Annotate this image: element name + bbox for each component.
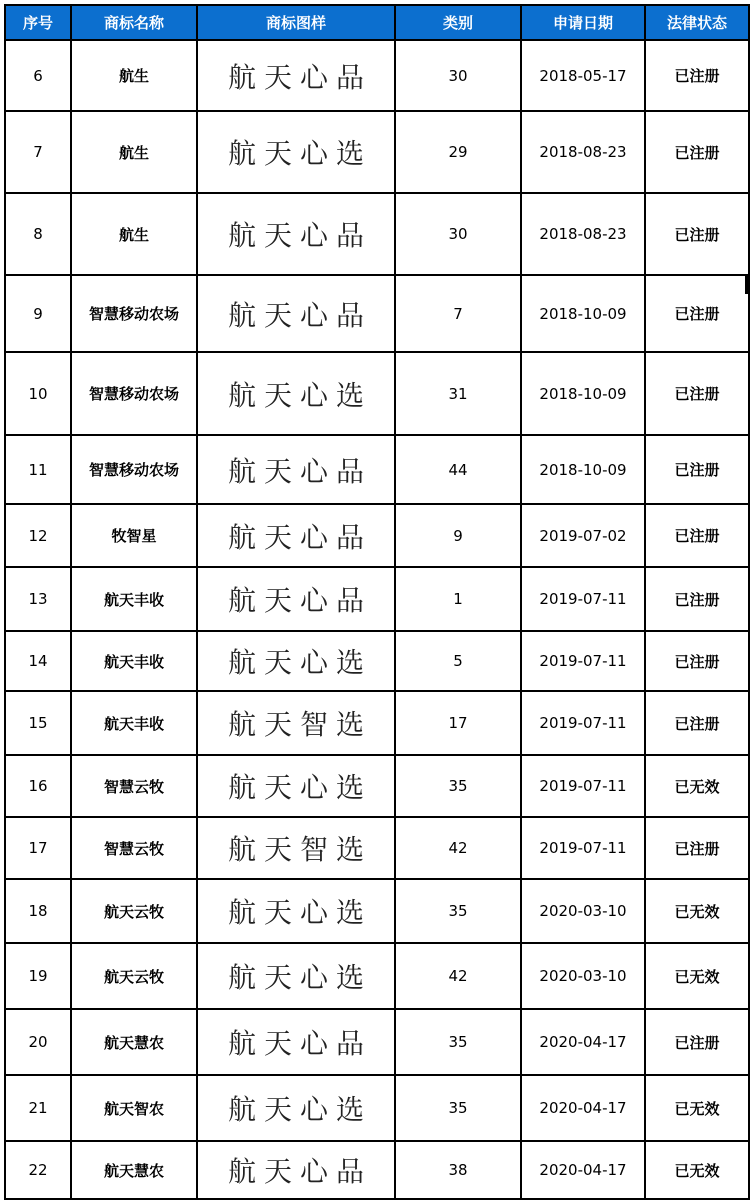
cell-legal-status: 已注册: [645, 111, 749, 193]
cell-class: 7: [395, 275, 521, 352]
cell-trademark-image: [197, 193, 395, 275]
cell-class: 38: [395, 1141, 521, 1199]
cell-class: 35: [395, 1009, 521, 1075]
table-row: [5, 40, 749, 111]
cell-serial-number: 9: [5, 275, 71, 352]
cell-trademark-image: [197, 275, 395, 352]
cell-trademark-image: [197, 40, 395, 111]
trademark-image-text: 航天心品: [227, 584, 372, 617]
cell-application-date: 2018-10-09: [521, 435, 645, 504]
table-row: [5, 352, 749, 435]
cell-trademark-name: 航天慧农: [71, 1009, 197, 1075]
cell-class: 35: [395, 1075, 521, 1141]
trademark-image-text: 航天心品: [227, 454, 372, 488]
cell-application-date: 2019-07-11: [521, 755, 645, 817]
cell-class: 29: [395, 111, 521, 193]
cell-serial-number: 10: [5, 352, 71, 435]
trademark-image-text: 航天心品: [227, 520, 372, 554]
cell-class: 17: [395, 691, 521, 755]
trademark-image-text: 航天心选: [227, 646, 372, 679]
trademark-image-text: 航天心选: [227, 137, 372, 170]
trademark-image-text: 航天心选: [227, 378, 372, 412]
cell-trademark-name: 智慧移动农场: [71, 275, 197, 352]
cell-legal-status: 已无效: [645, 943, 749, 1009]
cell-serial-number: 22: [5, 1141, 71, 1199]
cell-class: 1: [395, 567, 521, 631]
cell-serial-number: 7: [5, 111, 71, 193]
cell-trademark-image: [197, 1009, 395, 1075]
cell-legal-status: 已注册: [645, 275, 749, 352]
table-row: [5, 879, 749, 943]
cell-serial-number: 13: [5, 567, 71, 631]
cell-serial-number: 11: [5, 435, 71, 504]
cell-application-date: 2020-03-10: [521, 879, 645, 943]
header-trademark-name: 商标名称: [71, 5, 197, 40]
cell-trademark-image: [197, 943, 395, 1009]
cell-serial-number: 14: [5, 631, 71, 691]
trademark-image-text: 航天心选: [227, 771, 372, 804]
table-row: [5, 193, 749, 275]
cell-trademark-image: [197, 631, 395, 691]
text-cursor-mark: [745, 274, 748, 294]
cell-trademark-name: 航天慧农: [71, 1141, 197, 1199]
header-trademark-image: 商标图样: [197, 5, 395, 40]
trademark-table: [4, 4, 750, 1200]
cell-trademark-name: 航天丰收: [71, 691, 197, 755]
cell-legal-status: 已注册: [645, 1009, 749, 1075]
cell-application-date: 2019-07-11: [521, 691, 645, 755]
cell-class: 42: [395, 943, 521, 1009]
cell-class: 35: [395, 755, 521, 817]
cell-serial-number: 20: [5, 1009, 71, 1075]
cell-trademark-image: [197, 435, 395, 504]
table-row: [5, 755, 749, 817]
table-row: [5, 435, 749, 504]
cell-trademark-image: [197, 1141, 395, 1199]
cell-legal-status: 已无效: [645, 755, 749, 817]
header-serial-number: 序号: [5, 5, 71, 40]
trademark-image-text: 航天心品: [227, 1155, 372, 1188]
cell-class: 30: [395, 193, 521, 275]
table-row: [5, 943, 749, 1009]
cell-trademark-name: 智慧云牧: [71, 755, 197, 817]
cell-application-date: 2019-07-11: [521, 817, 645, 879]
cell-trademark-image: [197, 691, 395, 755]
cell-trademark-name: 航天云牧: [71, 943, 197, 1009]
cell-application-date: 2018-10-09: [521, 352, 645, 435]
cell-application-date: 2020-04-17: [521, 1075, 645, 1141]
cell-application-date: 2020-04-17: [521, 1141, 645, 1199]
cell-application-date: 2018-05-17: [521, 40, 645, 111]
cell-trademark-name: 航生: [71, 111, 197, 193]
cell-serial-number: 16: [5, 755, 71, 817]
cell-trademark-name: 航天丰收: [71, 631, 197, 691]
cell-legal-status: 已注册: [645, 40, 749, 111]
cell-application-date: 2019-07-02: [521, 504, 645, 567]
trademark-image-text: 航天心品: [227, 1027, 372, 1060]
cell-serial-number: 15: [5, 691, 71, 755]
trademark-image-text: 航天智选: [227, 708, 372, 741]
cell-trademark-name: 航天智农: [71, 1075, 197, 1141]
cell-legal-status: 已无效: [645, 1141, 749, 1199]
cell-application-date: 2020-04-17: [521, 1009, 645, 1075]
cell-application-date: 2019-07-11: [521, 631, 645, 691]
table-row: [5, 275, 749, 352]
cell-trademark-name: 智慧云牧: [71, 817, 197, 879]
cell-legal-status: 已注册: [645, 567, 749, 631]
cell-application-date: 2020-03-10: [521, 943, 645, 1009]
table-row: [5, 817, 749, 879]
trademark-image-text: 航天心品: [227, 298, 372, 332]
trademark-image-text: 航天心品: [227, 60, 372, 94]
cell-trademark-image: [197, 817, 395, 879]
trademark-table-container: [4, 4, 748, 1200]
table-header-row: [5, 5, 749, 40]
cell-serial-number: 21: [5, 1075, 71, 1141]
cell-class: 35: [395, 879, 521, 943]
table-row: [5, 504, 749, 567]
cell-class: 5: [395, 631, 521, 691]
cell-legal-status: 已注册: [645, 691, 749, 755]
cell-legal-status: 已注册: [645, 193, 749, 275]
cell-trademark-name: 智慧移动农场: [71, 352, 197, 435]
cell-application-date: 2018-08-23: [521, 193, 645, 275]
cell-trademark-name: 航天丰收: [71, 567, 197, 631]
cell-legal-status: 已无效: [645, 879, 749, 943]
trademark-image-text: 航天智选: [227, 833, 372, 866]
header-application-date: 申请日期: [521, 5, 645, 40]
cell-trademark-image: [197, 352, 395, 435]
trademark-image-text: 航天心选: [227, 896, 372, 929]
cell-class: 44: [395, 435, 521, 504]
cell-trademark-name: 航生: [71, 40, 197, 111]
cell-legal-status: 已注册: [645, 435, 749, 504]
cell-trademark-image: [197, 111, 395, 193]
cell-serial-number: 18: [5, 879, 71, 943]
header-class: 类别: [395, 5, 521, 40]
cell-application-date: 2018-08-23: [521, 111, 645, 193]
cell-trademark-name: 航生: [71, 193, 197, 275]
cell-trademark-image: [197, 879, 395, 943]
cell-class: 9: [395, 504, 521, 567]
cell-class: 42: [395, 817, 521, 879]
table-row: [5, 567, 749, 631]
table-row: [5, 631, 749, 691]
cell-legal-status: 已注册: [645, 352, 749, 435]
cell-legal-status: 已注册: [645, 631, 749, 691]
trademark-image-text: 航天心品: [227, 219, 372, 252]
trademark-image-text: 航天心选: [227, 961, 372, 994]
header-legal-status: 法律状态: [645, 5, 749, 40]
cell-class: 30: [395, 40, 521, 111]
cell-trademark-name: 航天云牧: [71, 879, 197, 943]
trademark-image-text: 航天心选: [227, 1093, 372, 1126]
cell-serial-number: 12: [5, 504, 71, 567]
table-row: [5, 1141, 749, 1199]
cell-legal-status: 已无效: [645, 1075, 749, 1141]
cell-trademark-image: [197, 567, 395, 631]
cell-class: 31: [395, 352, 521, 435]
cell-trademark-image: [197, 755, 395, 817]
cell-serial-number: 17: [5, 817, 71, 879]
table-row: [5, 691, 749, 755]
cell-trademark-name: 智慧移动农场: [71, 435, 197, 504]
cell-trademark-image: [197, 1075, 395, 1141]
cell-serial-number: 19: [5, 943, 71, 1009]
cell-application-date: 2018-10-09: [521, 275, 645, 352]
cell-trademark-image: [197, 504, 395, 567]
table-row: [5, 1009, 749, 1075]
cell-legal-status: 已注册: [645, 504, 749, 567]
cell-serial-number: 8: [5, 193, 71, 275]
table-row: [5, 1075, 749, 1141]
table-row: [5, 111, 749, 193]
cell-trademark-name: 牧智星: [71, 504, 197, 567]
cell-serial-number: 6: [5, 40, 71, 111]
cell-application-date: 2019-07-11: [521, 567, 645, 631]
cell-legal-status: 已注册: [645, 817, 749, 879]
